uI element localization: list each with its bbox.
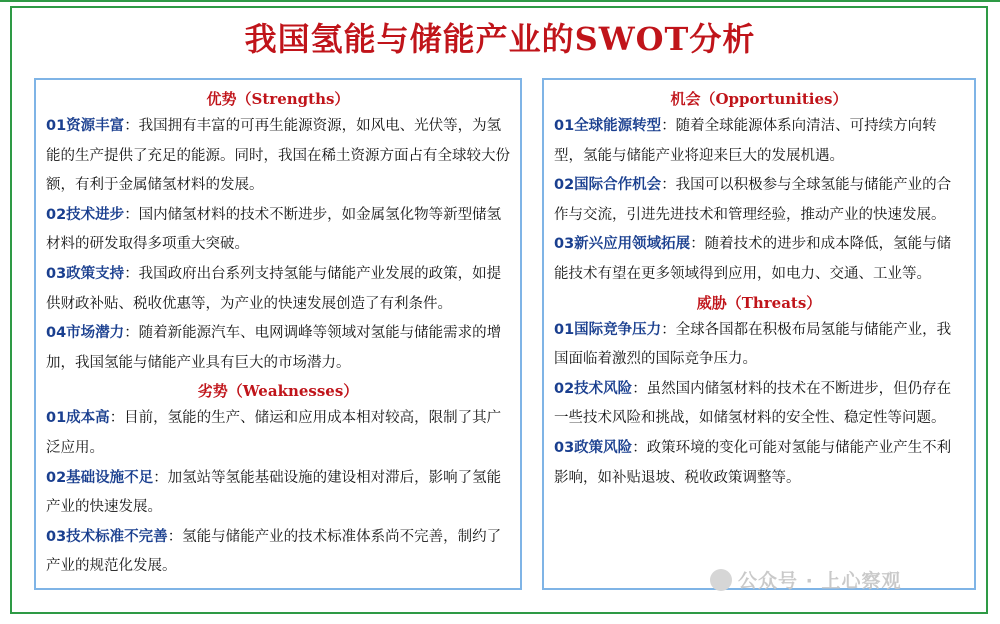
item-text: ：全球各国都在积极布局氢能与储能产业，我国面临着激烈的国际竞争压力。: [554, 321, 952, 368]
weakness-item: [46, 404, 510, 463]
opportunities-heading: 机会（Opportunities）: [670, 90, 848, 108]
item-text: ：我国政府出台系列支持氢能与储能产业发展的政策，如提供财政补贴、税收优惠等，为产业的快速发展创造了有利条件。: [46, 265, 502, 312]
item-label: 02技术进步: [46, 206, 125, 223]
strengths-heading: 优势（Strengths）: [206, 90, 350, 108]
opportunity-item: [554, 171, 964, 230]
item-label: 03技术标准不完善: [46, 528, 168, 545]
item-text: ：加氢站等氢能基础设施的建设相对滞后，影响了氢能产业的快速发展。: [46, 469, 502, 516]
item-label: 01全球能源转型: [554, 118, 662, 134]
strength-item: [46, 201, 510, 260]
panel-strengths-weaknesses: [34, 78, 522, 590]
item-label: 01资源丰富: [46, 118, 125, 134]
wechat-icon: [710, 569, 732, 591]
threats-heading: 威胁（Threats）: [696, 293, 822, 312]
item-label: 01国际竞争压力: [554, 321, 662, 338]
item-label: 02国际合作机会: [554, 177, 662, 194]
item-text: ：虽然国内储氢材料的技术在不断进步，但仍存在一些技术风险和挑战，如储氢材料的安全性、稳定性等问题。: [554, 380, 952, 427]
item-label: 03政策支持: [46, 265, 125, 282]
threat-item: [554, 375, 964, 434]
page-title: 我国氢能与储能产业的SWOT分析: [244, 20, 756, 58]
strength-item: [46, 319, 510, 378]
item-text: ：氢能与储能产业的技术标准体系尚不完善，制约了产业的规范化发展。: [46, 528, 502, 575]
threat-item: [554, 316, 964, 375]
item-text: ：我国拥有丰富的可再生能源资源，如风电、光伏等，为氢能的生产提供了充足的能源。同时，我国在稀土资源方面占有全球较大份额，有利于金属储氢材料的发展。: [46, 118, 510, 194]
item-text: ：随着新能源汽车、电网调峰等领域对氢能与储能需求的增加，我国氢能与储能产业具有巨大的市场潜力。: [46, 325, 502, 371]
item-label: 04市场潜力: [46, 325, 125, 342]
opportunity-item: [554, 230, 964, 289]
item-label: 01成本高: [46, 410, 110, 427]
watermark: [710, 566, 901, 593]
item-text: ：我国可以积极参与全球氢能与储能产业的合作与交流，引进先进技术和管理经验，推动产业的快速发展。: [554, 177, 952, 223]
strength-item: [46, 260, 510, 319]
weakness-item: [46, 464, 510, 523]
item-text: ：目前，氢能的生产、储运和应用成本相对较高，限制了其广泛应用。: [46, 410, 502, 456]
item-label: 03新兴应用领域拓展: [554, 236, 691, 253]
item-text: ：国内储氢材料的技术不断进步，如金属氢化物等新型储氢材料的研发取得多项重大突破。: [46, 206, 502, 253]
item-label: 02基础设施不足: [46, 469, 154, 486]
opportunity-item: [554, 112, 964, 171]
item-label: 03政策风险: [554, 439, 633, 456]
weaknesses-heading: 劣势（Weaknesses）: [197, 382, 359, 401]
item-text: ：随着技术的进步和成本降低，氢能与储能技术有望在更多领域得到应用，如电力、交通、工业等。: [554, 236, 952, 282]
watermark-text: 公众号 · 上心察观: [738, 570, 902, 592]
top-border-line: [0, 0, 1000, 2]
threat-item: [554, 434, 964, 493]
item-text: ：随着全球能源体系向清洁、可持续方向转型，氢能与储能产业将迎来巨大的发展机遇。: [554, 118, 937, 164]
panel-opportunities-threats: [542, 78, 976, 590]
item-text: ：政策环境的变化可能对氢能与储能产业产生不利影响，如补贴退坡、税收政策调整等。: [554, 439, 952, 486]
strength-item: [46, 112, 510, 201]
weakness-item: [46, 523, 510, 582]
item-label: 02技术风险: [554, 380, 633, 397]
